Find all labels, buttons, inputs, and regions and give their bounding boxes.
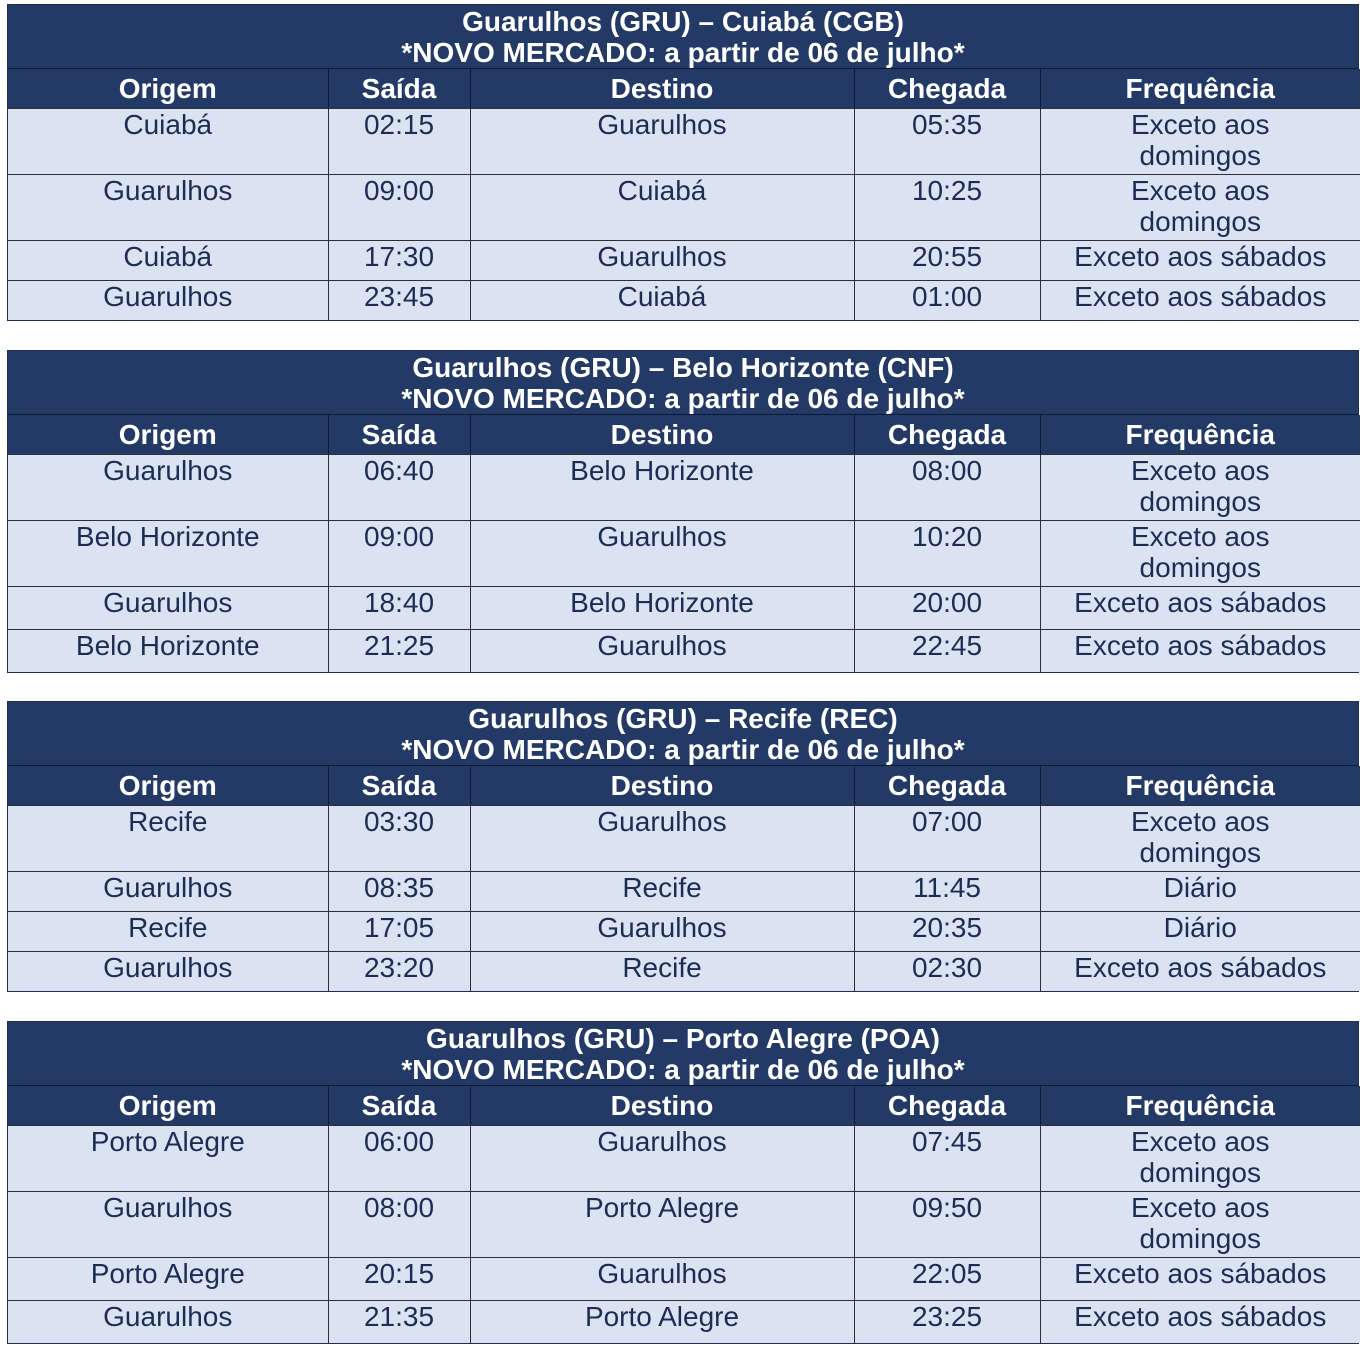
cell-chegada: 11:45 [854, 872, 1040, 912]
schedule-table-porto-alegre [7, 1021, 1359, 1344]
table-row [8, 281, 1360, 321]
flight-table [8, 1086, 1360, 1343]
cell-destino: Guarulhos [470, 521, 854, 587]
header-row [8, 1086, 1360, 1126]
cell-origem: Cuiabá [8, 109, 328, 175]
frequencia-line-1: Exceto aos [1130, 521, 1270, 552]
header-row [8, 69, 1360, 109]
cell-destino: Recife [470, 872, 854, 912]
header-saida: Saída [328, 69, 470, 109]
table-title-block [8, 1022, 1358, 1086]
cell-chegada: 10:25 [854, 175, 1040, 241]
cell-frequencia: Exceto aos sábados [1040, 587, 1360, 630]
table-subtitle: *NOVO MERCADO: a partir de 06 de julho* [401, 1054, 965, 1085]
schedule-table-recife [7, 701, 1359, 992]
cell-frequencia: Exceto aos sábados [1040, 1301, 1360, 1344]
cell-saida: 06:40 [328, 455, 470, 521]
cell-destino: Recife [470, 952, 854, 992]
table-row [8, 872, 1360, 912]
table-row [8, 587, 1360, 630]
cell-frequencia: Diário [1040, 872, 1360, 912]
cell-frequencia [1040, 455, 1360, 521]
cell-origem: Recife [8, 912, 328, 952]
table-title: Guarulhos (GRU) – Cuiabá (CGB) [462, 6, 904, 37]
table-row [8, 912, 1360, 952]
header-chegada: Chegada [854, 1086, 1040, 1126]
header-frequencia: Frequência [1040, 69, 1360, 109]
cell-chegada: 02:30 [854, 952, 1040, 992]
frequencia-line-2: domingos [1139, 837, 1261, 868]
header-destino: Destino [470, 415, 854, 455]
flight-table [8, 69, 1360, 320]
header-saida: Saída [328, 766, 470, 806]
cell-saida: 17:30 [328, 241, 470, 281]
cell-saida: 08:00 [328, 1192, 470, 1258]
table-title: Guarulhos (GRU) – Recife (REC) [468, 703, 898, 734]
frequencia-line-1: Exceto aos [1130, 175, 1270, 206]
frequencia-line-2: domingos [1139, 1223, 1261, 1254]
table-row [8, 455, 1360, 521]
cell-destino: Porto Alegre [470, 1301, 854, 1344]
cell-chegada: 07:45 [854, 1126, 1040, 1192]
cell-origem: Guarulhos [8, 455, 328, 521]
table-title-block [8, 351, 1358, 415]
cell-saida: 17:05 [328, 912, 470, 952]
cell-origem: Guarulhos [8, 872, 328, 912]
cell-chegada: 10:20 [854, 521, 1040, 587]
schedule-table-cuiaba [7, 4, 1359, 321]
header-chegada: Chegada [854, 766, 1040, 806]
table-row [8, 175, 1360, 241]
cell-saida: 03:30 [328, 806, 470, 872]
cell-frequencia: Exceto aos sábados [1040, 1258, 1360, 1301]
cell-frequencia: Exceto aos sábados [1040, 241, 1360, 281]
cell-destino: Cuiabá [470, 175, 854, 241]
cell-chegada: 09:50 [854, 1192, 1040, 1258]
cell-frequencia [1040, 175, 1360, 241]
table-row [8, 109, 1360, 175]
table-row [8, 952, 1360, 992]
frequencia-line-1: Exceto aos [1130, 806, 1270, 837]
cell-saida: 21:35 [328, 1301, 470, 1344]
table-title: Guarulhos (GRU) – Belo Horizonte (CNF) [412, 352, 954, 383]
frequencia-line-1: Exceto aos [1130, 1192, 1270, 1223]
cell-saida: 23:45 [328, 281, 470, 321]
cell-destino: Belo Horizonte [470, 587, 854, 630]
header-origem: Origem [8, 69, 328, 109]
cell-frequencia: Diário [1040, 912, 1360, 952]
cell-destino: Guarulhos [470, 806, 854, 872]
cell-chegada: 07:00 [854, 806, 1040, 872]
cell-chegada: 23:25 [854, 1301, 1040, 1344]
table-title-block [8, 702, 1358, 766]
header-frequencia: Frequência [1040, 766, 1360, 806]
cell-frequencia [1040, 806, 1360, 872]
flight-table [8, 415, 1360, 672]
cell-chegada: 22:45 [854, 630, 1040, 673]
table-row [8, 1258, 1360, 1301]
cell-chegada: 20:55 [854, 241, 1040, 281]
cell-origem: Guarulhos [8, 587, 328, 630]
cell-saida: 20:15 [328, 1258, 470, 1301]
cell-saida: 09:00 [328, 521, 470, 587]
cell-destino: Guarulhos [470, 912, 854, 952]
cell-saida: 02:15 [328, 109, 470, 175]
cell-origem: Porto Alegre [8, 1258, 328, 1301]
cell-chegada: 22:05 [854, 1258, 1040, 1301]
table-row [8, 1192, 1360, 1258]
header-saida: Saída [328, 1086, 470, 1126]
cell-saida: 09:00 [328, 175, 470, 241]
cell-destino: Guarulhos [470, 1126, 854, 1192]
cell-frequencia [1040, 521, 1360, 587]
table-row [8, 806, 1360, 872]
header-chegada: Chegada [854, 69, 1040, 109]
cell-frequencia: Exceto aos sábados [1040, 952, 1360, 992]
cell-origem: Guarulhos [8, 1301, 328, 1344]
table-title-block [8, 5, 1358, 69]
cell-origem: Belo Horizonte [8, 521, 328, 587]
cell-chegada: 08:00 [854, 455, 1040, 521]
table-row [8, 1126, 1360, 1192]
table-subtitle: *NOVO MERCADO: a partir de 06 de julho* [401, 734, 965, 765]
header-row [8, 415, 1360, 455]
frequencia-line-1: Exceto aos [1130, 455, 1270, 486]
header-chegada: Chegada [854, 415, 1040, 455]
header-destino: Destino [470, 766, 854, 806]
frequencia-line-2: domingos [1139, 486, 1261, 517]
header-frequencia: Frequência [1040, 415, 1360, 455]
header-origem: Origem [8, 766, 328, 806]
cell-frequencia [1040, 1192, 1360, 1258]
header-frequencia: Frequência [1040, 1086, 1360, 1126]
header-origem: Origem [8, 1086, 328, 1126]
frequencia-line-2: domingos [1139, 140, 1261, 171]
header-destino: Destino [470, 1086, 854, 1126]
cell-frequencia: Exceto aos sábados [1040, 630, 1360, 673]
header-row [8, 766, 1360, 806]
cell-frequencia [1040, 1126, 1360, 1192]
header-saida: Saída [328, 415, 470, 455]
cell-origem: Porto Alegre [8, 1126, 328, 1192]
table-subtitle: *NOVO MERCADO: a partir de 06 de julho* [401, 37, 965, 68]
cell-origem: Cuiabá [8, 241, 328, 281]
cell-origem: Guarulhos [8, 281, 328, 321]
cell-destino: Guarulhos [470, 1258, 854, 1301]
cell-saida: 21:25 [328, 630, 470, 673]
flight-table [8, 766, 1360, 991]
cell-saida: 06:00 [328, 1126, 470, 1192]
cell-frequencia: Exceto aos sábados [1040, 281, 1360, 321]
cell-destino: Cuiabá [470, 281, 854, 321]
cell-saida: 18:40 [328, 587, 470, 630]
cell-origem: Guarulhos [8, 175, 328, 241]
cell-origem: Recife [8, 806, 328, 872]
table-subtitle: *NOVO MERCADO: a partir de 06 de julho* [401, 383, 965, 414]
cell-destino: Guarulhos [470, 630, 854, 673]
schedule-table-belo-horizonte [7, 350, 1359, 673]
table-title: Guarulhos (GRU) – Porto Alegre (POA) [426, 1023, 940, 1054]
cell-chegada: 20:00 [854, 587, 1040, 630]
table-row [8, 241, 1360, 281]
cell-saida: 23:20 [328, 952, 470, 992]
header-origem: Origem [8, 415, 328, 455]
cell-destino: Guarulhos [470, 241, 854, 281]
cell-destino: Belo Horizonte [470, 455, 854, 521]
cell-destino: Guarulhos [470, 109, 854, 175]
frequencia-line-1: Exceto aos [1130, 1126, 1270, 1157]
cell-origem: Guarulhos [8, 952, 328, 992]
cell-chegada: 05:35 [854, 109, 1040, 175]
cell-chegada: 20:35 [854, 912, 1040, 952]
cell-chegada: 01:00 [854, 281, 1040, 321]
frequencia-line-2: domingos [1139, 552, 1261, 583]
frequencia-line-1: Exceto aos [1130, 109, 1270, 140]
cell-saida: 08:35 [328, 872, 470, 912]
header-destino: Destino [470, 69, 854, 109]
cell-origem: Guarulhos [8, 1192, 328, 1258]
table-row [8, 521, 1360, 587]
frequencia-line-2: domingos [1139, 206, 1261, 237]
table-row [8, 630, 1360, 673]
table-row [8, 1301, 1360, 1344]
cell-origem: Belo Horizonte [8, 630, 328, 673]
cell-destino: Porto Alegre [470, 1192, 854, 1258]
cell-frequencia [1040, 109, 1360, 175]
frequencia-line-2: domingos [1139, 1157, 1261, 1188]
